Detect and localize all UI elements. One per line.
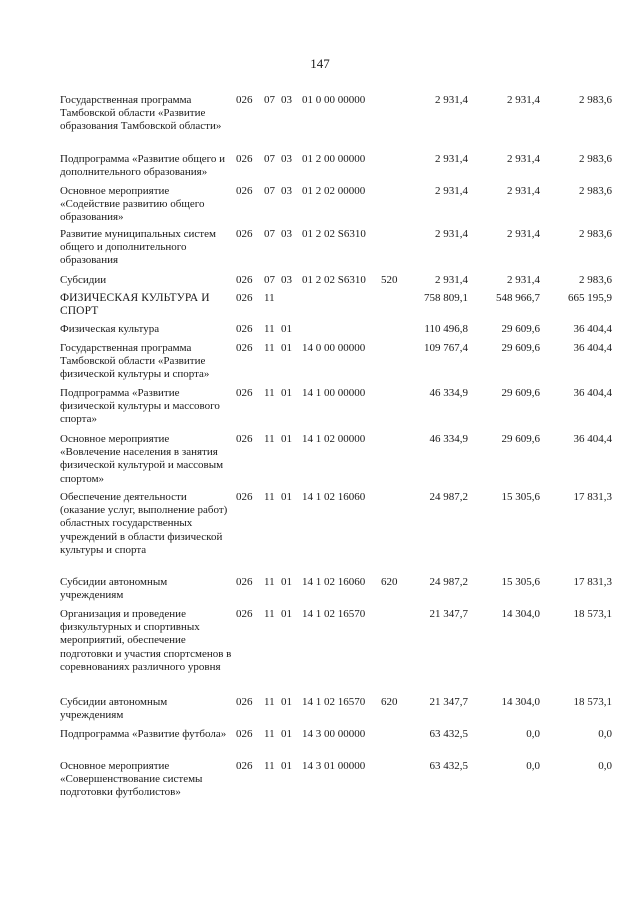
value-year-3: 2 983,6	[579, 228, 612, 240]
value-year-1: 46 334,9	[429, 387, 468, 399]
row-name: Основное мероприятие «Совершенствование системы подготовки футболистов»	[60, 760, 203, 799]
ved-code: 026	[236, 323, 253, 335]
value-year-2: 548 966,7	[496, 292, 540, 304]
value-year-1: 110 496,8	[424, 323, 468, 335]
target-article-code: 14 3 00 00000	[302, 728, 366, 740]
ved-code: 026	[236, 387, 253, 399]
value-year-3: 36 404,4	[573, 342, 612, 354]
value-year-3: 0,0	[598, 760, 612, 772]
subsection-code: 03	[281, 274, 292, 286]
ved-code: 026	[236, 576, 253, 588]
value-year-1: 2 931,4	[435, 274, 468, 286]
ved-code: 026	[236, 292, 253, 304]
value-year-2: 29 609,6	[501, 342, 540, 354]
section-code: 11	[264, 491, 275, 503]
subsection-code: 01	[281, 728, 292, 740]
value-year-2: 0,0	[526, 760, 540, 772]
subsection-code: 01	[281, 342, 292, 354]
value-year-3: 0,0	[598, 728, 612, 740]
value-year-2: 15 305,6	[501, 576, 540, 588]
ved-code: 026	[236, 274, 253, 286]
value-year-1: 2 931,4	[435, 185, 468, 197]
value-year-3: 18 573,1	[573, 608, 612, 620]
row-name: Подпрограмма «Развитие физической культуры и массового спорта»	[60, 387, 220, 426]
expense-type-code: 620	[381, 576, 398, 588]
expense-type-code: 620	[381, 696, 398, 708]
target-article-code: 01 2 00 00000	[302, 153, 366, 165]
subsection-code: 01	[281, 608, 292, 620]
section-code: 07	[264, 153, 275, 165]
value-year-3: 17 831,3	[573, 491, 612, 503]
value-year-2: 2 931,4	[507, 153, 540, 165]
subsection-code: 03	[281, 153, 292, 165]
section-code: 11	[264, 696, 275, 708]
row-name: Субсидии	[60, 274, 107, 286]
ved-code: 026	[236, 491, 253, 503]
value-year-1: 2 931,4	[435, 94, 468, 106]
ved-code: 026	[236, 185, 253, 197]
section-code: 11	[264, 387, 275, 399]
ved-code: 026	[236, 608, 253, 620]
value-year-2: 2 931,4	[507, 94, 540, 106]
section-code: 11	[264, 342, 275, 354]
row-name: Основное мероприятие «Содействие развитию общего образования»	[60, 185, 205, 224]
subsection-code: 01	[281, 491, 292, 503]
section-code: 11	[264, 433, 275, 445]
target-article-code: 14 1 02 16060	[302, 491, 366, 503]
value-year-3: 36 404,4	[573, 387, 612, 399]
target-article-code: 14 3 01 00000	[302, 760, 366, 772]
subsection-code: 03	[281, 94, 292, 106]
section-code: 07	[264, 185, 275, 197]
section-code: 07	[264, 228, 275, 240]
value-year-2: 15 305,6	[501, 491, 540, 503]
value-year-3: 665 195,9	[568, 292, 612, 304]
value-year-1: 24 987,2	[429, 576, 468, 588]
value-year-1: 2 931,4	[435, 153, 468, 165]
target-article-code: 14 1 00 00000	[302, 387, 366, 399]
target-article-code: 14 1 02 00000	[302, 433, 366, 445]
ved-code: 026	[236, 433, 253, 445]
ved-code: 026	[236, 728, 253, 740]
row-name: Государственная программа Тамбовской области «Развитие образования Тамбовской области»	[60, 94, 222, 133]
subsection-code: 01	[281, 387, 292, 399]
section-code: 11	[264, 576, 275, 588]
section-code: 11	[264, 608, 275, 620]
target-article-code: 01 2 02 S6310	[302, 228, 366, 240]
section-code: 07	[264, 94, 275, 106]
row-name: Физическая культура	[60, 323, 160, 335]
value-year-2: 14 304,0	[501, 696, 540, 708]
row-name: Субсидии автономным учреждениям	[60, 576, 168, 602]
subsection-code: 03	[281, 185, 292, 197]
value-year-2: 2 931,4	[507, 274, 540, 286]
row-name: Государственная программа Тамбовской области «Развитие физической культуры и спорта»	[60, 342, 210, 381]
subsection-code: 01	[281, 433, 292, 445]
target-article-code: 14 1 02 16060	[302, 576, 366, 588]
value-year-1: 758 809,1	[424, 292, 468, 304]
target-article-code: 14 1 02 16570	[302, 696, 366, 708]
value-year-2: 0,0	[526, 728, 540, 740]
target-article-code: 01 0 00 00000	[302, 94, 366, 106]
value-year-3: 2 983,6	[579, 185, 612, 197]
ved-code: 026	[236, 342, 253, 354]
section-code: 11	[264, 292, 275, 304]
target-article-code: 01 2 02 S6310	[302, 274, 366, 286]
row-name: Подпрограмма «Развитие футбола»	[60, 728, 227, 740]
ved-code: 026	[236, 760, 253, 772]
value-year-1: 21 347,7	[429, 608, 468, 620]
ved-code: 026	[236, 228, 253, 240]
target-article-code: 01 2 02 00000	[302, 185, 366, 197]
target-article-code: 14 0 00 00000	[302, 342, 366, 354]
value-year-3: 17 831,3	[573, 576, 612, 588]
row-name: Субсидии автономным учреждениям	[60, 696, 168, 722]
section-code: 11	[264, 760, 275, 772]
row-name: Организация и проведение физкультурных и спортивных мероприятий, обеспечение подготовки и участия спортсменов в соревнованиях различного уровня	[60, 608, 232, 673]
value-year-1: 2 931,4	[435, 228, 468, 240]
value-year-3: 2 983,6	[579, 94, 612, 106]
value-year-2: 14 304,0	[501, 608, 540, 620]
subsection-code: 01	[281, 696, 292, 708]
value-year-1: 24 987,2	[429, 491, 468, 503]
subsection-code: 01	[281, 323, 292, 335]
ved-code: 026	[236, 153, 253, 165]
value-year-3: 18 573,1	[573, 696, 612, 708]
value-year-2: 29 609,6	[501, 433, 540, 445]
subsection-code: 03	[281, 228, 292, 240]
row-name: Подпрограмма «Развитие общего и дополнительного образования»	[60, 153, 226, 179]
expense-type-code: 520	[381, 274, 398, 286]
value-year-1: 109 767,4	[424, 342, 468, 354]
value-year-1: 63 432,5	[429, 728, 468, 740]
value-year-3: 36 404,4	[573, 323, 612, 335]
row-name: ФИЗИЧЕСКАЯ КУЛЬТУРА И СПОРТ	[60, 292, 210, 318]
value-year-2: 29 609,6	[501, 387, 540, 399]
subsection-code: 01	[281, 576, 292, 588]
value-year-3: 36 404,4	[573, 433, 612, 445]
subsection-code: 01	[281, 760, 292, 772]
ved-code: 026	[236, 696, 253, 708]
page-number: 147	[310, 56, 330, 71]
section-code: 07	[264, 274, 275, 286]
ved-code: 026	[236, 94, 253, 106]
row-name: Обеспечение деятельности (оказание услуг, выполнение работ) областных государственных учреждений в области физической культуры и спорта	[60, 491, 228, 556]
value-year-3: 2 983,6	[579, 153, 612, 165]
value-year-2: 2 931,4	[507, 228, 540, 240]
value-year-3: 2 983,6	[579, 274, 612, 286]
value-year-1: 21 347,7	[429, 696, 468, 708]
value-year-1: 46 334,9	[429, 433, 468, 445]
value-year-2: 2 931,4	[507, 185, 540, 197]
value-year-2: 29 609,6	[501, 323, 540, 335]
row-name: Основное мероприятие «Вовлечение населения в занятия физической культурой и массовым спортом»	[60, 433, 224, 485]
section-code: 11	[264, 323, 275, 335]
row-name: Развитие муниципальных систем общего и дополнительного образования	[60, 228, 216, 267]
value-year-1: 63 432,5	[429, 760, 468, 772]
target-article-code: 14 1 02 16570	[302, 608, 366, 620]
section-code: 11	[264, 728, 275, 740]
